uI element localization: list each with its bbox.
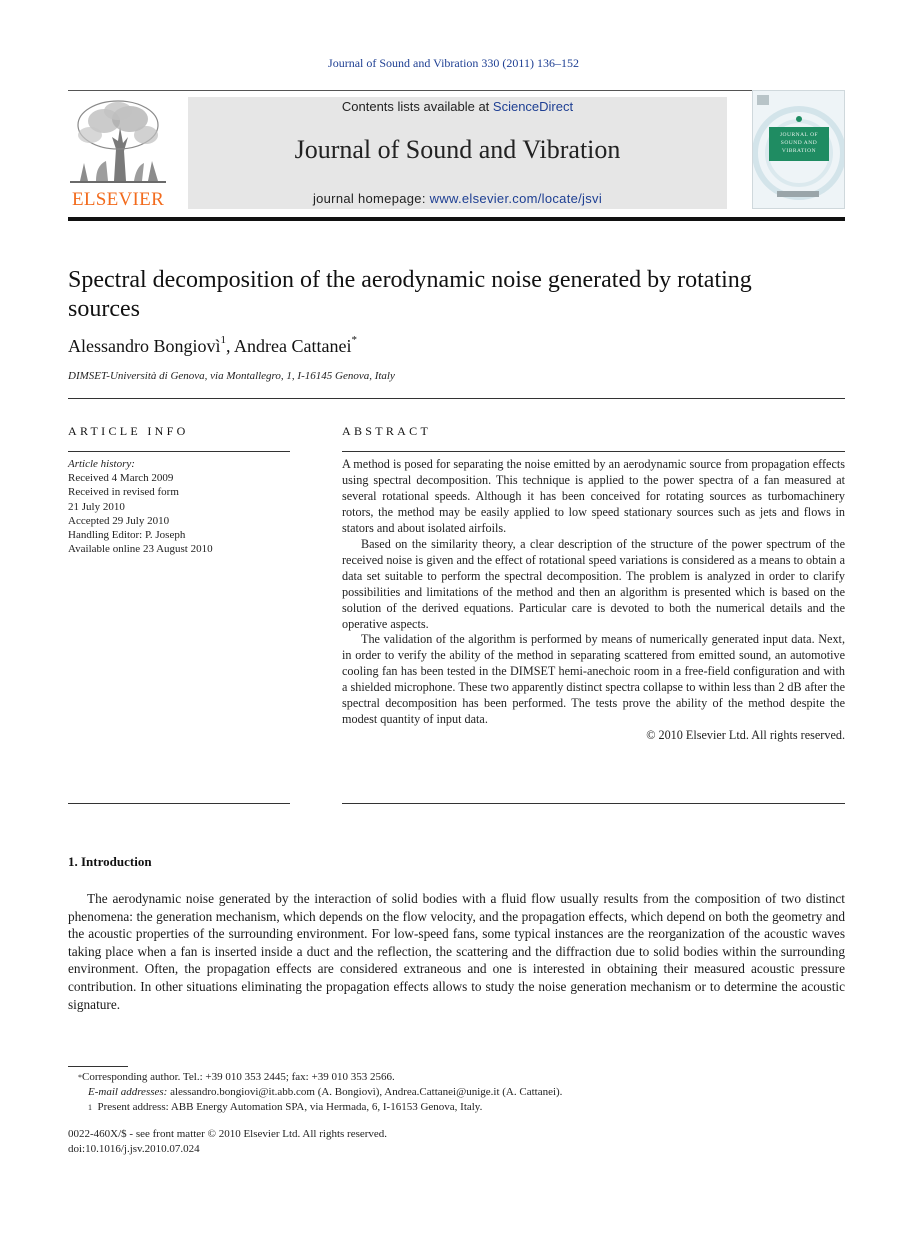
elsevier-logo <box>66 97 171 209</box>
article-info-heading: ARTICLE INFO <box>68 424 189 438</box>
journal-cover-thumbnail <box>752 90 845 209</box>
present-address-mark: 1 <box>88 1103 92 1113</box>
history-item: Handling Editor: P. Joseph <box>68 529 186 542</box>
footnote-present-address <box>68 1100 845 1115</box>
author-bongiovi[interactable]: Alessandro Bongiovì <box>68 336 221 356</box>
abstract-rule <box>342 451 845 452</box>
journal-masthead <box>188 97 727 209</box>
affiliation: DIMSET-Università di Genova, via Montallegro, 1, I-16145 Genova, Italy <box>68 370 395 382</box>
history-item: Received in revised form <box>68 486 179 499</box>
footnote-corresponding <box>68 1070 845 1085</box>
doi-line[interactable]: doi:10.1016/j.jsv.2010.07.024 <box>68 1143 200 1155</box>
cover-title-text: JOURNAL OF SOUND AND VIBRATION <box>779 132 819 154</box>
contents-prefix: Contents lists available at <box>341 99 493 114</box>
introduction-paragraph: The aerodynamic noise generated by the interaction of solid bodies with a fluid flow usually results from the composition of two distinct phenomena: the generation mechanism, which depends on the flow velocity, and the propagation effects, which depend on both the geometry and the acoustic properties of the surrounding environment. For low-speed fans, some typical instances are the reorganization of the acoustic waves taking place when a fan is inserted inside a duct and the reflection, the scattering and the diffraction due to solid bodies within the surrounding environment. Often, the propagation effects are considered extraneous and one is interested in obtaining their measured acoustic pressure contribution. In other situations eliminating the propagation effects allows to study the noise generation mechanism or to determine the acoustic signature. <box>68 891 845 1012</box>
elsevier-tree-icon <box>66 97 171 187</box>
abstract-body <box>342 457 845 744</box>
sciencedirect-link[interactable]: ScienceDirect <box>492 99 574 114</box>
introduction-heading: 1. Introduction <box>68 854 152 869</box>
homepage-prefix: journal homepage: <box>312 191 430 206</box>
email-label: E-mail addresses: <box>88 1086 168 1099</box>
journal-citation[interactable]: Journal of Sound and Vibration 330 (2011) 136–152 <box>328 56 579 70</box>
front-matter <box>68 1127 387 1157</box>
abstract-paragraph: A method is posed for separating the noise emitted by an aerodynamic source from propagation effects using spectral decomposition. This technique is applied to the power spectra of a fan measured at several rotational speeds. Although it has been conceived for rotating sources as turbomachinery rotors, the method may be easily applied to low speed stationary sources such as jets and flows in stators and about isolated airfoils. <box>342 457 845 535</box>
header-top-rule <box>68 90 845 91</box>
contents-availability <box>188 99 727 114</box>
corresponding-mark: * <box>78 1073 82 1082</box>
section-divider <box>68 398 845 399</box>
author-footnote-mark[interactable]: 1 <box>220 334 226 346</box>
abstract-copyright: © 2010 Elsevier Ltd. All rights reserved. <box>646 728 845 743</box>
history-item: Received 4 March 2009 <box>68 472 174 485</box>
issn-line: 0022-460X/$ - see front matter © 2010 Elsevier Ltd. All rights reserved. <box>68 1128 388 1140</box>
footnote-rule <box>68 1066 128 1067</box>
abstract-heading: ABSTRACT <box>342 424 432 438</box>
footnotes <box>68 1070 845 1116</box>
article-info-rule <box>68 451 290 452</box>
article-history <box>68 457 298 556</box>
history-item: Accepted 29 July 2010 <box>68 514 170 527</box>
corresponding-text: Corresponding author. Tel.: +39 010 353 2445; fax: +39 010 353 2566. <box>82 1071 395 1083</box>
elsevier-wordmark: ELSEVIER <box>71 189 165 210</box>
history-item: Available online 23 August 2010 <box>68 543 213 556</box>
history-label: Article history: <box>68 458 135 470</box>
article-title: Spectral decomposition of the aerodynamic noise generated by rotating sources <box>68 267 752 322</box>
author-list <box>68 336 357 357</box>
author-cattanei[interactable]: Andrea Cattanei <box>234 336 352 356</box>
email-addresses[interactable]: alessandro.bongiovi@it.abb.com (A. Bongiovì), Andrea.Cattanei@unige.it (A. Cattanei). <box>170 1086 563 1099</box>
abstract-paragraph: The validation of the algorithm is performed by means of numerically generated input data. Next, in order to verify the ability of the method in separating scattered from emitted sound, an automotive cooling fan has been tested in the DIMSET hemi-anechoic room in a free-field configuration and with a shielded microphone. These two apparently distinct spectra collapse to within less than 2 dB after the spectral decomposition has been performed. The tests prove the ability of the method despite the modest quantity of input data. <box>342 632 845 727</box>
journal-title: Journal of Sound and Vibration <box>294 135 621 164</box>
header-thick-rule <box>68 217 845 221</box>
author-separator: , <box>226 336 235 356</box>
journal-homepage <box>188 191 727 206</box>
abstract-bottom-rule <box>342 803 845 804</box>
present-address-text: Present address: ABB Energy Automation SPA, via Hermada, 6, I-16153 Genova, Italy. <box>97 1101 483 1114</box>
footnote-emails <box>68 1085 845 1100</box>
corresponding-author-mark[interactable]: * <box>351 334 357 346</box>
homepage-link[interactable]: www.elsevier.com/locate/jsvi <box>429 191 603 206</box>
abstract-paragraph: Based on the similarity theory, a clear description of the structure of the power spectrum of the received noise is given and the effect of rotational speed variations is considered as a means to obtain a data set suitable to perform the spectral decomposition. The problem is analyzed in order to clarify possibilities and limitations of the method and then an algorithm is presented which is based on the solution of the derived equations. Particular care is devoted to both the numerical details and the operative aspects. <box>342 536 845 631</box>
history-item: 21 July 2010 <box>68 500 125 513</box>
article-info-bottom-rule <box>68 803 290 804</box>
